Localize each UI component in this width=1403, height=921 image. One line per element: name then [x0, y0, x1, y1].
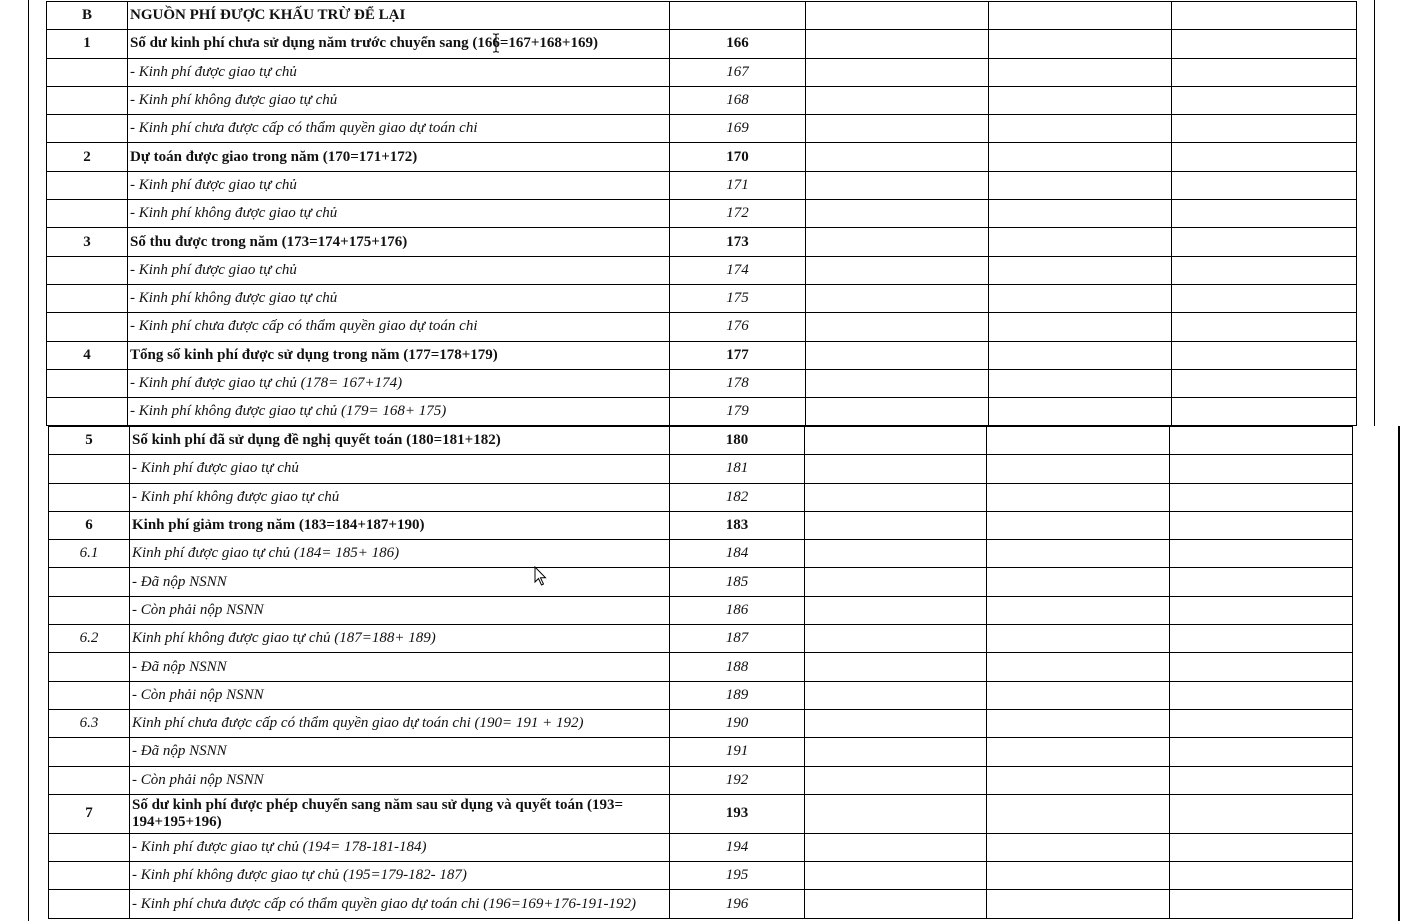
value-cell-3[interactable]: [1170, 483, 1353, 511]
code-cell[interactable]: 183: [670, 511, 805, 539]
value-cell-3[interactable]: [1170, 738, 1353, 766]
value-cell-2[interactable]: [987, 596, 1170, 624]
description-cell[interactable]: - Kinh phí được giao tự chủ: [128, 171, 670, 199]
value-cell-2[interactable]: [989, 228, 1172, 256]
table-row: [47, 369, 1357, 397]
code-cell[interactable]: 179: [670, 398, 806, 426]
table-row: [47, 58, 1357, 86]
value-cell-2[interactable]: [989, 200, 1172, 228]
table-row: [49, 862, 1353, 890]
value-cell-3[interactable]: [1170, 455, 1353, 483]
value-cell-3[interactable]: [1170, 540, 1353, 568]
description-cell[interactable]: - Kinh phí không được giao tự chủ (195=179-182- 187): [130, 862, 670, 890]
row-number-cell[interactable]: [49, 653, 130, 681]
code-cell[interactable]: 173: [670, 228, 806, 256]
value-cell-2[interactable]: [987, 625, 1170, 653]
value-cell-2[interactable]: [989, 30, 1172, 58]
description-cell[interactable]: - Còn phải nộp NSNN: [130, 766, 670, 794]
value-cell-1[interactable]: [806, 228, 989, 256]
table-row: [49, 511, 1353, 539]
value-cell-3[interactable]: [1170, 890, 1353, 918]
value-cell-1[interactable]: [805, 540, 987, 568]
row-number-cell[interactable]: [47, 256, 128, 284]
value-cell-1[interactable]: [806, 284, 989, 312]
value-cell-1[interactable]: [806, 2, 989, 30]
table-row: [49, 681, 1353, 709]
description-cell[interactable]: - Còn phải nộp NSNN: [130, 681, 670, 709]
code-cell[interactable]: 178: [670, 369, 806, 397]
row-number-cell[interactable]: [49, 833, 130, 861]
code-cell[interactable]: 180: [670, 427, 805, 455]
table-row: [47, 115, 1357, 143]
frame-right-line-lower: [1398, 426, 1400, 921]
table-row: [49, 653, 1353, 681]
description-cell[interactable]: - Đã nộp NSNN: [130, 653, 670, 681]
code-cell[interactable]: 177: [670, 341, 806, 369]
row-number-cell[interactable]: 6.3: [49, 709, 130, 737]
value-cell-2[interactable]: [989, 2, 1172, 30]
value-cell-2[interactable]: [987, 540, 1170, 568]
row-number-cell[interactable]: [47, 369, 128, 397]
value-cell-3[interactable]: [1170, 794, 1353, 833]
row-number-cell[interactable]: [47, 86, 128, 114]
value-cell-2[interactable]: [987, 568, 1170, 596]
description-cell[interactable]: Số dư kinh phí chưa sử dụng năm trước chuyển sang (166=167+168+169): [128, 30, 670, 58]
table-row: [49, 455, 1353, 483]
row-number-cell[interactable]: 6.2: [49, 625, 130, 653]
value-cell-1[interactable]: [806, 341, 989, 369]
row-number-cell[interactable]: [47, 171, 128, 199]
value-cell-1[interactable]: [806, 313, 989, 341]
value-cell-1[interactable]: [806, 200, 989, 228]
value-cell-1[interactable]: [805, 862, 987, 890]
table-row: [49, 738, 1353, 766]
code-cell[interactable]: 194: [670, 833, 805, 861]
value-cell-2[interactable]: [989, 171, 1172, 199]
row-number-cell[interactable]: [49, 681, 130, 709]
lower-table: [48, 426, 1353, 919]
value-cell-3[interactable]: [1170, 862, 1353, 890]
value-cell-3[interactable]: [1170, 709, 1353, 737]
value-cell-2[interactable]: [987, 833, 1170, 861]
value-cell-1[interactable]: [805, 681, 987, 709]
value-cell-3[interactable]: [1172, 256, 1357, 284]
table-row: [47, 313, 1357, 341]
lower-table-body: [49, 427, 1353, 919]
value-cell-2[interactable]: [989, 398, 1172, 426]
value-cell-1[interactable]: [805, 596, 987, 624]
code-cell[interactable]: 176: [670, 313, 806, 341]
description-cell[interactable]: - Kinh phí được giao tự chủ: [130, 455, 670, 483]
value-cell-1[interactable]: [805, 738, 987, 766]
value-cell-3[interactable]: [1172, 200, 1357, 228]
value-cell-3[interactable]: [1172, 58, 1357, 86]
code-cell[interactable]: 171: [670, 171, 806, 199]
value-cell-3[interactable]: [1172, 284, 1357, 312]
description-cell[interactable]: - Đã nộp NSNN: [130, 568, 670, 596]
code-cell[interactable]: 187: [670, 625, 805, 653]
code-cell[interactable]: 169: [670, 115, 806, 143]
description-cell[interactable]: NGUỒN PHÍ ĐƯỢC KHẤU TRỪ ĐỂ LẠI: [128, 2, 670, 30]
table-row: [47, 2, 1357, 30]
description-cell[interactable]: Kinh phí giảm trong năm (183=184+187+190): [130, 511, 670, 539]
code-cell[interactable]: 172: [670, 200, 806, 228]
code-cell[interactable]: 190: [670, 709, 805, 737]
code-cell[interactable]: 193: [670, 794, 805, 833]
description-cell[interactable]: Kinh phí chưa được cấp có thẩm quyền giao dự toán chi (190= 191 + 192): [130, 709, 670, 737]
value-cell-1[interactable]: [805, 653, 987, 681]
value-cell-2[interactable]: [989, 369, 1172, 397]
code-cell[interactable]: 185: [670, 568, 805, 596]
table-row: [47, 256, 1357, 284]
description-cell[interactable]: - Đã nộp NSNN: [130, 738, 670, 766]
value-cell-1[interactable]: [805, 483, 987, 511]
value-cell-2[interactable]: [987, 890, 1170, 918]
table-row: [49, 709, 1353, 737]
description-cell[interactable]: - Kinh phí chưa được cấp có thẩm quyền giao dự toán chi: [128, 115, 670, 143]
value-cell-1[interactable]: [805, 833, 987, 861]
value-cell-1[interactable]: [806, 256, 989, 284]
code-cell[interactable]: 188: [670, 653, 805, 681]
row-number-cell[interactable]: [47, 398, 128, 426]
text-cursor-icon: [491, 33, 501, 53]
table-row: [47, 398, 1357, 426]
table-row: [47, 30, 1357, 58]
code-cell[interactable]: 196: [670, 890, 805, 918]
value-cell-2[interactable]: [987, 681, 1170, 709]
value-cell-3[interactable]: [1172, 86, 1357, 114]
description-cell[interactable]: - Kinh phí không được giao tự chủ: [130, 483, 670, 511]
row-number-cell[interactable]: [47, 58, 128, 86]
value-cell-1[interactable]: [806, 115, 989, 143]
description-cell[interactable]: Tổng số kinh phí được sử dụng trong năm (177=178+179): [128, 341, 670, 369]
value-cell-1[interactable]: [806, 369, 989, 397]
upper-table-body: [47, 2, 1357, 426]
value-cell-1[interactable]: [805, 890, 987, 918]
code-cell[interactable]: 184: [670, 540, 805, 568]
value-cell-3[interactable]: [1170, 625, 1353, 653]
value-cell-2[interactable]: [987, 511, 1170, 539]
row-number-cell[interactable]: 1: [47, 30, 128, 58]
value-cell-3[interactable]: [1172, 171, 1357, 199]
value-cell-1[interactable]: [805, 766, 987, 794]
row-number-cell[interactable]: [49, 483, 130, 511]
value-cell-3[interactable]: [1172, 143, 1357, 171]
value-cell-2[interactable]: [989, 284, 1172, 312]
table-row: [47, 228, 1357, 256]
value-cell-1[interactable]: [806, 86, 989, 114]
table-row: [49, 540, 1353, 568]
description-cell[interactable]: Kinh phí được giao tự chủ (184= 185+ 186): [130, 540, 670, 568]
table-row: [49, 890, 1353, 918]
row-number-cell[interactable]: [49, 568, 130, 596]
row-number-cell[interactable]: [49, 766, 130, 794]
value-cell-3[interactable]: [1172, 398, 1357, 426]
description-cell[interactable]: - Kinh phí được giao tự chủ: [128, 256, 670, 284]
value-cell-2[interactable]: [989, 86, 1172, 114]
value-cell-1[interactable]: [805, 625, 987, 653]
code-cell[interactable]: [670, 2, 806, 30]
value-cell-2[interactable]: [989, 58, 1172, 86]
table-row: [49, 596, 1353, 624]
row-number-cell[interactable]: [47, 284, 128, 312]
value-cell-3[interactable]: [1170, 511, 1353, 539]
value-cell-1[interactable]: [805, 794, 987, 833]
description-cell[interactable]: - Kinh phí được giao tự chủ (194= 178-181-184): [130, 833, 670, 861]
row-number-cell[interactable]: 5: [49, 427, 130, 455]
value-cell-2[interactable]: [987, 794, 1170, 833]
row-number-cell[interactable]: 6: [49, 511, 130, 539]
table-row: [49, 833, 1353, 861]
value-cell-3[interactable]: [1172, 115, 1357, 143]
value-cell-1[interactable]: [805, 511, 987, 539]
value-cell-3[interactable]: [1170, 833, 1353, 861]
description-cell[interactable]: - Kinh phí không được giao tự chủ (179= 168+ 175): [128, 398, 670, 426]
row-number-cell[interactable]: [47, 200, 128, 228]
value-cell-3[interactable]: [1170, 427, 1353, 455]
value-cell-2[interactable]: [987, 709, 1170, 737]
value-cell-3[interactable]: [1172, 2, 1357, 30]
code-cell[interactable]: 191: [670, 738, 805, 766]
value-cell-3[interactable]: [1170, 681, 1353, 709]
table-row: [49, 568, 1353, 596]
row-number-cell[interactable]: [49, 738, 130, 766]
code-cell[interactable]: 167: [670, 58, 806, 86]
description-cell[interactable]: - Kinh phí chưa được cấp có thẩm quyền giao dự toán chi (196=169+176-191-192): [130, 890, 670, 918]
table-row: [49, 427, 1353, 455]
value-cell-3[interactable]: [1172, 228, 1357, 256]
table-row: [47, 143, 1357, 171]
mouse-pointer-icon: [534, 566, 548, 588]
table-row: [47, 284, 1357, 312]
row-number-cell[interactable]: 6.1: [49, 540, 130, 568]
value-cell-2[interactable]: [987, 653, 1170, 681]
table-row: [47, 86, 1357, 114]
value-cell-3[interactable]: [1172, 341, 1357, 369]
value-cell-3[interactable]: [1172, 369, 1357, 397]
value-cell-1[interactable]: [806, 30, 989, 58]
frame-left-line: [28, 0, 29, 921]
code-cell[interactable]: 174: [670, 256, 806, 284]
table-row: [47, 171, 1357, 199]
upper-table: [46, 1, 1357, 426]
table-row: [49, 794, 1353, 833]
description-cell[interactable]: - Kinh phí không được giao tự chủ: [128, 284, 670, 312]
code-cell[interactable]: 189: [670, 681, 805, 709]
value-cell-2[interactable]: [989, 256, 1172, 284]
row-number-cell[interactable]: [49, 890, 130, 918]
value-cell-1[interactable]: [805, 427, 987, 455]
code-cell[interactable]: 181: [670, 455, 805, 483]
value-cell-3[interactable]: [1170, 596, 1353, 624]
value-cell-2[interactable]: [987, 455, 1170, 483]
row-number-cell[interactable]: 4: [47, 341, 128, 369]
value-cell-2[interactable]: [989, 341, 1172, 369]
description-cell[interactable]: Dự toán được giao trong năm (170=171+172): [128, 143, 670, 171]
row-number-cell[interactable]: 3: [47, 228, 128, 256]
value-cell-2[interactable]: [987, 483, 1170, 511]
code-cell[interactable]: 182: [670, 483, 805, 511]
row-number-cell[interactable]: [49, 455, 130, 483]
value-cell-2[interactable]: [989, 313, 1172, 341]
code-cell[interactable]: 192: [670, 766, 805, 794]
value-cell-1[interactable]: [806, 58, 989, 86]
table-row: [47, 341, 1357, 369]
table-row: [49, 625, 1353, 653]
code-cell[interactable]: 195: [670, 862, 805, 890]
description-cell[interactable]: - Kinh phí không được giao tự chủ: [128, 200, 670, 228]
value-cell-3[interactable]: [1170, 766, 1353, 794]
table-row: [49, 483, 1353, 511]
row-number-cell[interactable]: [47, 115, 128, 143]
description-cell[interactable]: - Còn phải nộp NSNN: [130, 596, 670, 624]
value-cell-3[interactable]: [1170, 568, 1353, 596]
value-cell-1[interactable]: [805, 709, 987, 737]
value-cell-1[interactable]: [805, 568, 987, 596]
value-cell-3[interactable]: [1172, 313, 1357, 341]
row-number-cell[interactable]: 2: [47, 143, 128, 171]
description-cell[interactable]: Kinh phí không được giao tự chủ (187=188+ 189): [130, 625, 670, 653]
description-cell[interactable]: Số thu được trong năm (173=174+175+176): [128, 228, 670, 256]
row-number-cell[interactable]: [47, 313, 128, 341]
table-row: [47, 200, 1357, 228]
description-cell[interactable]: Số kinh phí đã sử dụng đề nghị quyết toán (180=181+182): [130, 427, 670, 455]
value-cell-2[interactable]: [987, 766, 1170, 794]
row-number-cell[interactable]: 7: [49, 794, 130, 833]
value-cell-3[interactable]: [1170, 653, 1353, 681]
description-cell[interactable]: - Kinh phí không được giao tự chủ: [128, 86, 670, 114]
value-cell-2[interactable]: [987, 427, 1170, 455]
value-cell-1[interactable]: [806, 171, 989, 199]
code-cell[interactable]: 166: [670, 30, 806, 58]
description-cell[interactable]: - Kinh phí được giao tự chủ (178= 167+174): [128, 369, 670, 397]
code-cell[interactable]: 175: [670, 284, 806, 312]
value-cell-2[interactable]: [987, 862, 1170, 890]
code-cell[interactable]: 170: [670, 143, 806, 171]
code-cell[interactable]: 168: [670, 86, 806, 114]
value-cell-1[interactable]: [806, 143, 989, 171]
value-cell-2[interactable]: [987, 738, 1170, 766]
description-cell[interactable]: - Kinh phí chưa được cấp có thẩm quyền giao dự toán chi: [128, 313, 670, 341]
row-number-cell[interactable]: B: [47, 2, 128, 30]
table-row: [49, 766, 1353, 794]
description-cell[interactable]: Số dư kinh phí được phép chuyển sang năm sau sử dụng và quyết toán (193= 194+195+196): [130, 794, 670, 833]
row-number-cell[interactable]: [49, 862, 130, 890]
value-cell-2[interactable]: [989, 115, 1172, 143]
description-cell[interactable]: - Kinh phí được giao tự chủ: [128, 58, 670, 86]
value-cell-3[interactable]: [1172, 30, 1357, 58]
frame-right-line: [1374, 0, 1375, 426]
row-number-cell[interactable]: [49, 596, 130, 624]
value-cell-1[interactable]: [806, 398, 989, 426]
code-cell[interactable]: 186: [670, 596, 805, 624]
value-cell-2[interactable]: [989, 143, 1172, 171]
value-cell-1[interactable]: [805, 455, 987, 483]
